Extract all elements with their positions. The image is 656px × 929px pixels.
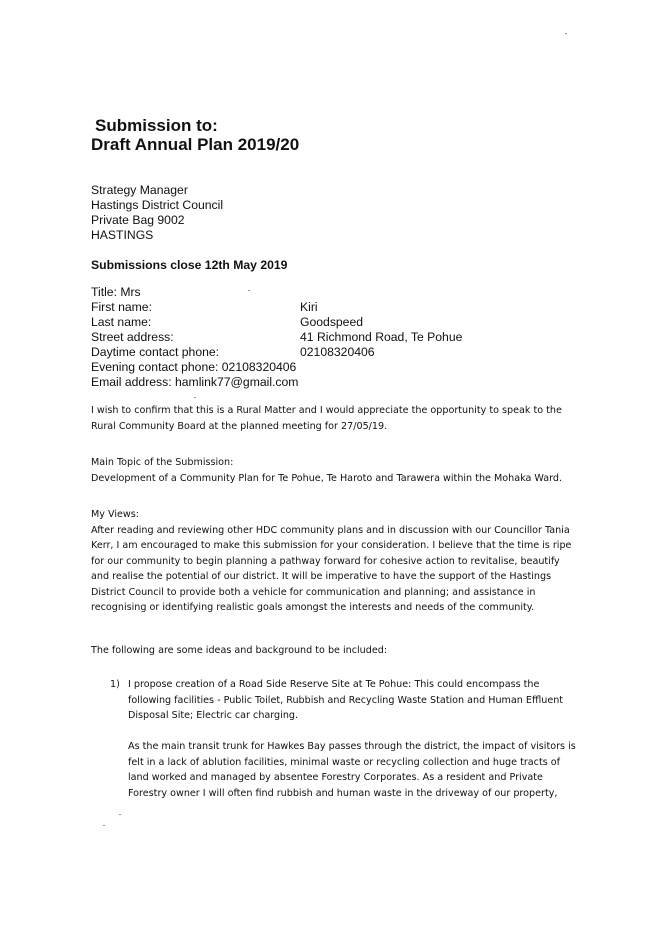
paragraph-line: for our community to begin planning a pathway forward for cohesive action to revitalise, beautify [91,555,560,567]
paragraph-line: Rural Community Board at the planned meeting for 27/05/19. [91,420,388,432]
detail-row [91,345,511,360]
scan-speck [119,814,121,815]
paragraph-line: After reading and reviewing other HDC community plans and in discussion with our Councillor Tania [91,524,570,536]
submitter-details [91,285,511,390]
paragraph-line: Disposal Site; Electric car charging. [128,710,299,721]
detail-value: Goodspeed [300,315,364,329]
main-topic-heading: Main Topic of the Submission: [91,457,234,468]
title-row [91,285,511,300]
paragraph-line: Forestry owner I will often find rubbish and human waste in the driveway of our property, [128,787,558,799]
detail-value: 41 Richmond Road, Te Pohue [300,330,463,344]
paragraph-line: following facilities - Public Toilet, Rubbish and Recycling Waste Station and Human Effluent [128,694,564,706]
paragraph-line: and realise the potential of our district. It will be imperative to have the support of the Hastings [91,571,552,582]
list-item-1 [128,677,563,724]
my-views-section [91,507,571,616]
detail-row [91,330,511,345]
paragraph-line: I wish to confirm that this is a Rural Matter and I would appreciate the opportunity to speak to the [91,405,562,416]
detail-label: Last name: [91,315,152,329]
paragraph-line: District Council to provide both a vehicle for communication and planning; and assistance in [91,586,536,598]
paragraph-line: recognising or identifying realistic goals amongst the interests and needs of the community. [91,602,535,613]
main-topic-section [91,455,562,486]
detail-value: Kiri [300,300,318,314]
list-item-1-paragraph-2 [128,739,576,801]
submission-heading-line2: Draft Annual Plan 2019/20 [91,135,300,154]
scan-speck [103,825,105,826]
address-line: Private Bag 9002 [91,213,185,227]
detail-row [91,300,511,315]
my-views-heading: My Views: [91,509,140,520]
detail-row [91,315,511,330]
address-line: HASTINGS [91,228,154,242]
rural-matter-paragraph [91,403,562,434]
scan-speck [248,290,250,291]
paragraph-line: I propose creation of a Road Side Reserve Site at Te Pohue: This could encompass the [128,679,540,690]
paragraph-line: felt in a lack of ablution facilities, minimal waste or recycling collection and huge tracts of [128,756,561,768]
scan-speck [194,397,196,398]
evening-phone-line: Evening contact phone: 02108320406 [91,360,297,374]
detail-label: Street address: [91,330,174,344]
email-line: Email address: hamlink77@gmail.com [91,375,299,389]
paragraph-line: As the main transit trunk for Hawkes Bay passes through the district, the impact of visitors is [128,741,576,752]
detail-value: 02108320406 [300,345,375,359]
submission-heading-line1: Submission to: [95,116,218,135]
title-line: Title: Mrs [91,285,141,299]
list-item-number: 1) [110,679,120,690]
address-line: Hastings District Council [91,198,224,212]
detail-label: Daytime contact phone: [91,345,220,359]
paragraph-line: Kerr, I am encouraged to make this submission for your consideration. I believe that the time is ripe [91,540,572,551]
address-line: Strategy Manager [91,183,188,197]
main-topic-text: Development of a Community Plan for Te Pohue, Te Haroto and Tarawera within the Mohaka Ward. [91,472,563,484]
recipient-address [91,183,223,243]
paragraph-line: land worked and managed by absentee Forestry Corporates. As a resident and Private [128,772,543,783]
detail-label: First name: [91,300,152,314]
evening-phone-row [91,360,511,375]
scan-speck [565,33,567,34]
submission-deadline: Submissions close 12th May 2019 [91,258,288,272]
ideas-intro: The following are some ideas and background to be included: [91,645,388,656]
email-row [91,375,511,390]
